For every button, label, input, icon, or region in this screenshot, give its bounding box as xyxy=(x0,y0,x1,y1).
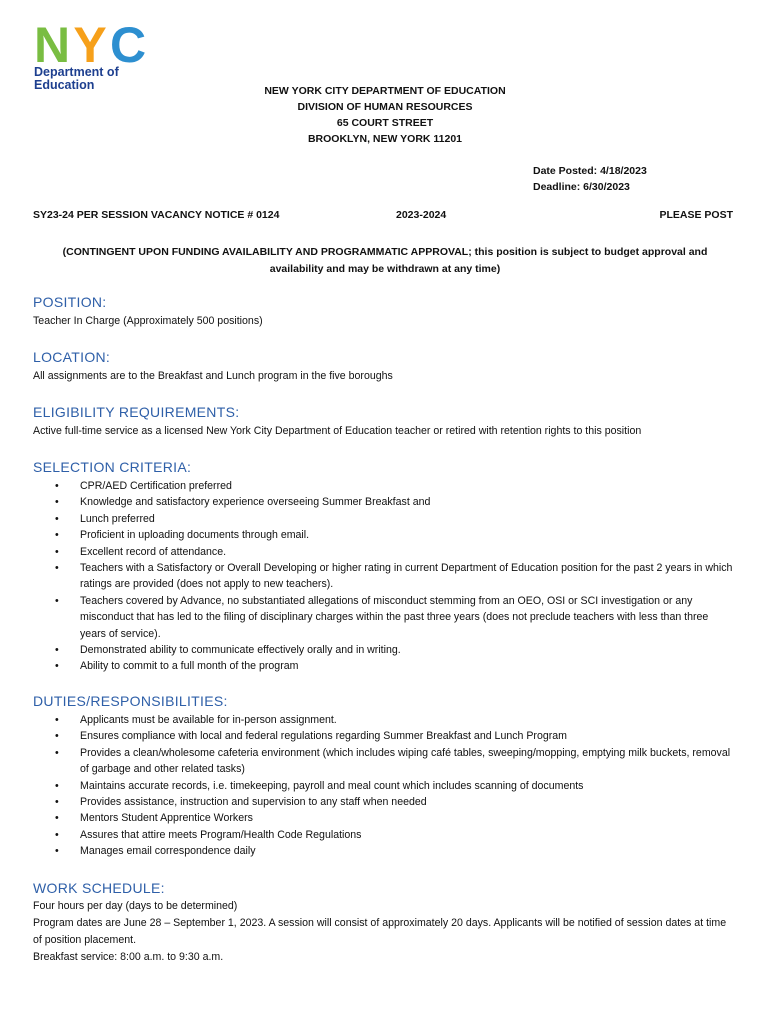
please-post: PLEASE POST xyxy=(659,209,733,221)
list-item: • Excellent record of attendance. xyxy=(33,544,733,560)
header-line: BROOKLYN, NEW YORK 11201 xyxy=(307,133,463,145)
logo-letter-y: Y xyxy=(73,22,107,66)
department-line-1: Department of xyxy=(34,65,119,79)
position-heading: POSITION: xyxy=(33,294,107,310)
header-line: NEW YORK CITY DEPARTMENT OF EDUCATION xyxy=(264,85,506,97)
list-item: • Provides assistance, instruction and supervision to any staff when needed xyxy=(33,794,733,810)
header-line: 65 COURT STREET xyxy=(336,117,434,129)
list-item: • Teachers with a Satisfactory or Overall Developing or higher rating in current Department of Education position for the past 2 years in which ratings are provided (does not apply to new teachers). xyxy=(33,560,733,593)
list-item: • Provides a clean/wholesome cafeteria environment (which includes wiping café tables, sweeping/mopping, emptying milk buckets, removal of garbage and other related tasks) xyxy=(33,745,733,778)
nyc-letters-graphic xyxy=(33,22,148,66)
school-year: 2023-2024 xyxy=(396,209,447,221)
schedule-heading: WORK SCHEDULE: xyxy=(33,880,165,896)
schedule-line: Breakfast service: 8:00 a.m. to 9:30 a.m. xyxy=(33,951,224,963)
location-text: All assignments are to the Breakfast and Lunch program in the five boroughs xyxy=(33,370,393,382)
list-item: • Demonstrated ability to communicate effectively orally and in writing. xyxy=(33,642,733,658)
schedule-line: Program dates are June 28 – September 1, 2023. A session will consist of approximately 20 days. Applicants will be notified of session dates at time of position placement. xyxy=(33,917,727,946)
list-item: • CPR/AED Certification preferred xyxy=(33,478,733,494)
logo-letter-c: C xyxy=(109,22,147,66)
header-line: DIVISION OF HUMAN RESOURCES xyxy=(297,101,473,113)
list-item: • Maintains accurate records, i.e. timekeeping, payroll and meal count which includes scanning of documents xyxy=(33,778,733,794)
list-item: • Mentors Student Apprentice Workers xyxy=(33,810,733,826)
list-item: • Applicants must be available for in-person assignment. xyxy=(33,712,733,728)
position-text: Teacher In Charge (Approximately 500 positions) xyxy=(33,315,263,327)
contingency-notice: (CONTINGENT UPON FUNDING AVAILABILITY AND PROGRAMMATIC APPROVAL; this position is subject to budget approval and availability and may be withdrawn at any time) xyxy=(62,246,708,275)
date-posted: Date Posted: 4/18/2023 xyxy=(533,165,647,177)
department-line-2: Education xyxy=(34,78,95,92)
list-item: • Manages email correspondence daily xyxy=(33,843,733,859)
selection-criteria-list xyxy=(33,478,733,675)
duties-heading: DUTIES/RESPONSIBILITIES: xyxy=(33,693,228,709)
eligibility-text: Active full-time service as a licensed New York City Department of Education teacher or retired with retention rights to this position xyxy=(33,425,642,437)
list-item: • Assures that attire meets Program/Health Code Regulations xyxy=(33,827,733,843)
letterhead xyxy=(0,83,770,147)
vacancy-notice-number: SY23-24 PER SESSION VACANCY NOTICE # 0124 xyxy=(33,209,280,221)
deadline: Deadline: 6/30/2023 xyxy=(533,181,630,193)
list-item: • Ability to commit to a full month of the program xyxy=(33,658,733,674)
list-item: • Ensures compliance with local and federal regulations regarding Summer Breakfast and Lunch Program xyxy=(33,728,733,744)
schedule-line: Four hours per day (days to be determined) xyxy=(33,900,238,912)
location-heading: LOCATION: xyxy=(33,349,111,365)
logo-letter-n: N xyxy=(33,22,71,66)
posting-dates xyxy=(533,163,647,195)
duties-list xyxy=(33,712,733,860)
list-item: • Proficient in uploading documents through email. xyxy=(33,527,733,543)
list-item: • Teachers covered by Advance, no substantiated allegations of misconduct stemming from an OEO, OSI or SCI investigation or any misconduct that has led to the filing of disciplinary charges within the past three years (does not preclude teachers with less than three years of service). xyxy=(33,593,733,642)
list-item: • Lunch preferred xyxy=(33,511,733,527)
list-item: • Knowledge and satisfactory experience overseeing Summer Breakfast and xyxy=(33,494,733,510)
eligibility-heading: ELIGIBILITY REQUIREMENTS: xyxy=(33,404,240,420)
selection-heading: SELECTION CRITERIA: xyxy=(33,459,192,475)
schedule-text xyxy=(33,898,733,966)
